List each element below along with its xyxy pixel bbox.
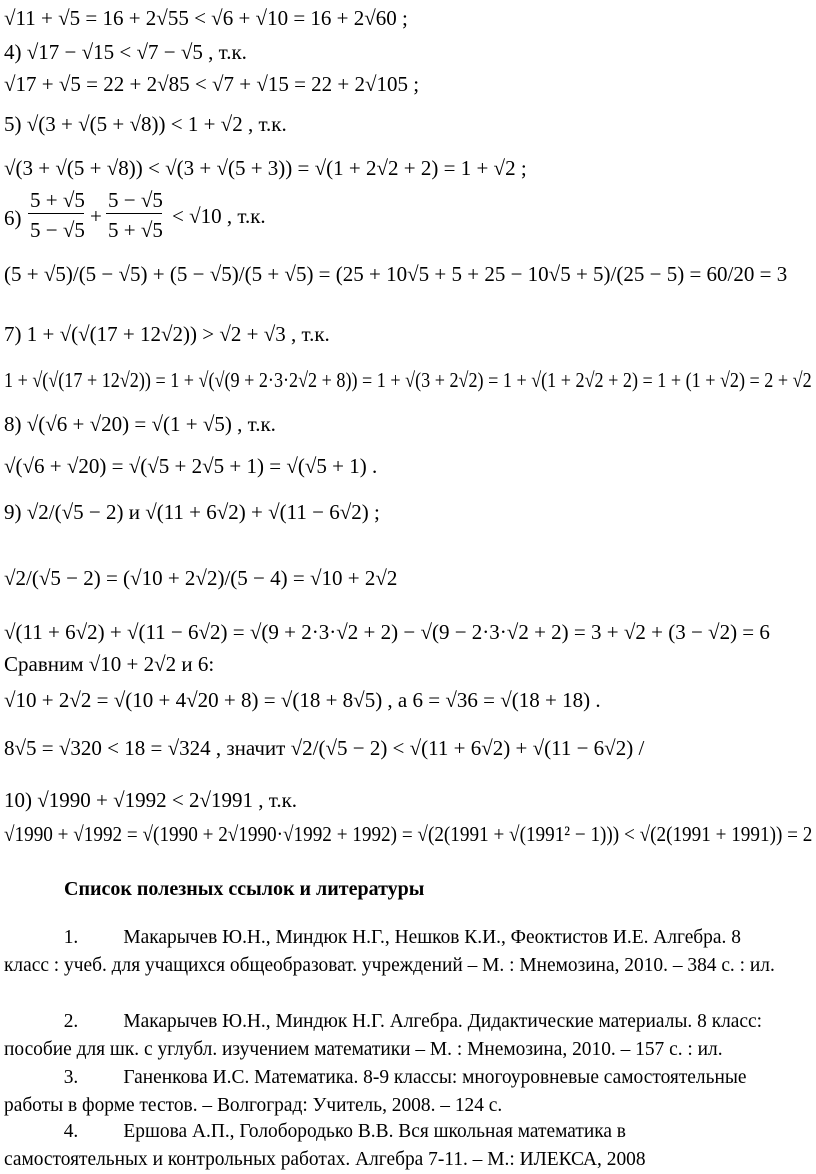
math-line-7: (5 + √5)/(5 − √5) + (5 − √5)/(5 + √5) = (25 + 10√5 + 5 + 25 − 10√5 + 5)/(25 − 5) = 60/20 = 3 — [4, 262, 788, 286]
reference-continuation: самостоятельных и контрольных работах. Алгебра 7-11. – М.: ИЛЕКСА, 2008 — [4, 1149, 646, 1170]
frac-b-denominator: 5 + √5 — [108, 218, 163, 242]
math-line-9: 1 + √(√(17 + 12√2)) = 1 + √(√(9 + 2·3·2√2 + 8)) = 1 + √(3 + 2√2) = 1 + √(1 + 2√2 + 2) = 1 + (1 + √2) = 2 + √2 — [4, 368, 812, 392]
reference-item — [4, 1008, 816, 1064]
frac-b-bar — [106, 213, 162, 214]
frac-a-denominator: 5 − √5 — [30, 218, 85, 242]
math-line-5: √(3 + √(5 + √8)) < √(3 + √(5 + 3)) = √(1 + 2√2 + 2) = 1 + √2 ; — [4, 156, 527, 180]
frac-rhs: < √10 , т.к. — [172, 204, 266, 228]
reference-continuation: пособие для шк. с углубл. изучением математики – М. : Мнемозина, 2010. – 157 с. : ил. — [4, 1039, 723, 1060]
reference-number: 4. — [63, 1121, 79, 1142]
math-line-14: √(11 + 6√2) + √(11 − 6√2) = √(9 + 2·3·√2 + 2) − √(9 − 2·3·√2 + 2) = 3 + √2 + (3 − √2) = 6 — [4, 620, 770, 644]
math-line-15: Сравним √10 + 2√2 и 6: — [4, 652, 215, 676]
math-line-16: √10 + 2√2 = √(10 + 4√20 + 8) = √(18 + 8√5) , а 6 = √36 = √(18 + 18) . — [4, 688, 601, 712]
reference-number: 3. — [63, 1067, 79, 1088]
math-line-12: 9) √2/(√5 − 2) и √(11 + 6√2) + √(11 − 6√2) ; — [4, 500, 380, 524]
plus-sign: + — [90, 204, 102, 228]
reference-text: Ганенкова И.С. Математика. 8-9 классы: многоуровневые самостоятельные — [123, 1067, 747, 1088]
math-line-18: 10) √1990 + √1992 < 2√1991 , т.к. — [4, 788, 298, 812]
math-line-4: 5) √(3 + √(5 + √8)) < 1 + √2 , т.к. — [4, 112, 287, 136]
frac-b-numerator: 5 − √5 — [108, 188, 163, 212]
references-heading: Список полезных ссылок и литературы — [64, 878, 425, 900]
math-line-11: √(√6 + √20) = √(√5 + 2√5 + 1) = √(√5 + 1) . — [4, 454, 378, 478]
item-6-label: 6) — [4, 206, 22, 230]
reference-continuation: класс : учеб. для учащихся общеобразоват. учреждений – М. : Мнемозина, 2010. – 384 с. : ил. — [4, 955, 775, 976]
reference-item — [4, 924, 816, 980]
reference-number: 2. — [63, 1011, 79, 1032]
math-line-19: √1990 + √1992 = √(1990 + 2√1990·√1992 + 1992) = √(2(1991 + √(1991² − 1))) < √(2(1991 + 1991)) = 2 — [4, 822, 813, 846]
math-line-8: 7) 1 + √(√(17 + 12√2)) > √2 + √3 , т.к. — [4, 322, 330, 346]
math-line-2: 4) √17 − √15 < √7 − √5 , т.к. — [4, 40, 247, 64]
math-line-17: 8√5 = √320 < 18 = √324 , значит √2/(√5 − 2) < √(11 + 6√2) + √(11 − 6√2) / — [4, 736, 645, 760]
reference-item — [4, 1118, 816, 1174]
math-line-1: √11 + √5 = 16 + 2√55 < √6 + √10 = 16 + 2√60 ; — [4, 6, 408, 30]
reference-item — [4, 1064, 816, 1120]
math-line-3: √17 + √5 = 22 + 2√85 < √7 + √15 = 22 + 2√105 ; — [4, 72, 420, 96]
math-line-10: 8) √(√6 + √20) = √(1 + √5) , т.к. — [4, 412, 276, 436]
reference-text: Макарычев Ю.Н., Миндюк Н.Г., Нешков К.И., Феоктистов И.Е. Алгебра. 8 — [123, 927, 741, 948]
reference-number: 1. — [63, 927, 79, 948]
reference-continuation: работы в форме тестов. – Волгоград: Учитель, 2008. – 124 с. — [4, 1095, 503, 1116]
frac-a-numerator: 5 + √5 — [30, 188, 85, 212]
reference-text: Ершова А.П., Голобородько В.В. Вся школьная математика в — [123, 1121, 626, 1142]
reference-text: Макарычев Ю.Н., Миндюк Н.Г. Алгебра. Дидактические материалы. 8 класс: — [123, 1011, 763, 1032]
math-line-13: √2/(√5 − 2) = (√10 + 2√2)/(5 − 4) = √10 + 2√2 — [4, 566, 398, 590]
frac-a-bar — [28, 213, 84, 214]
